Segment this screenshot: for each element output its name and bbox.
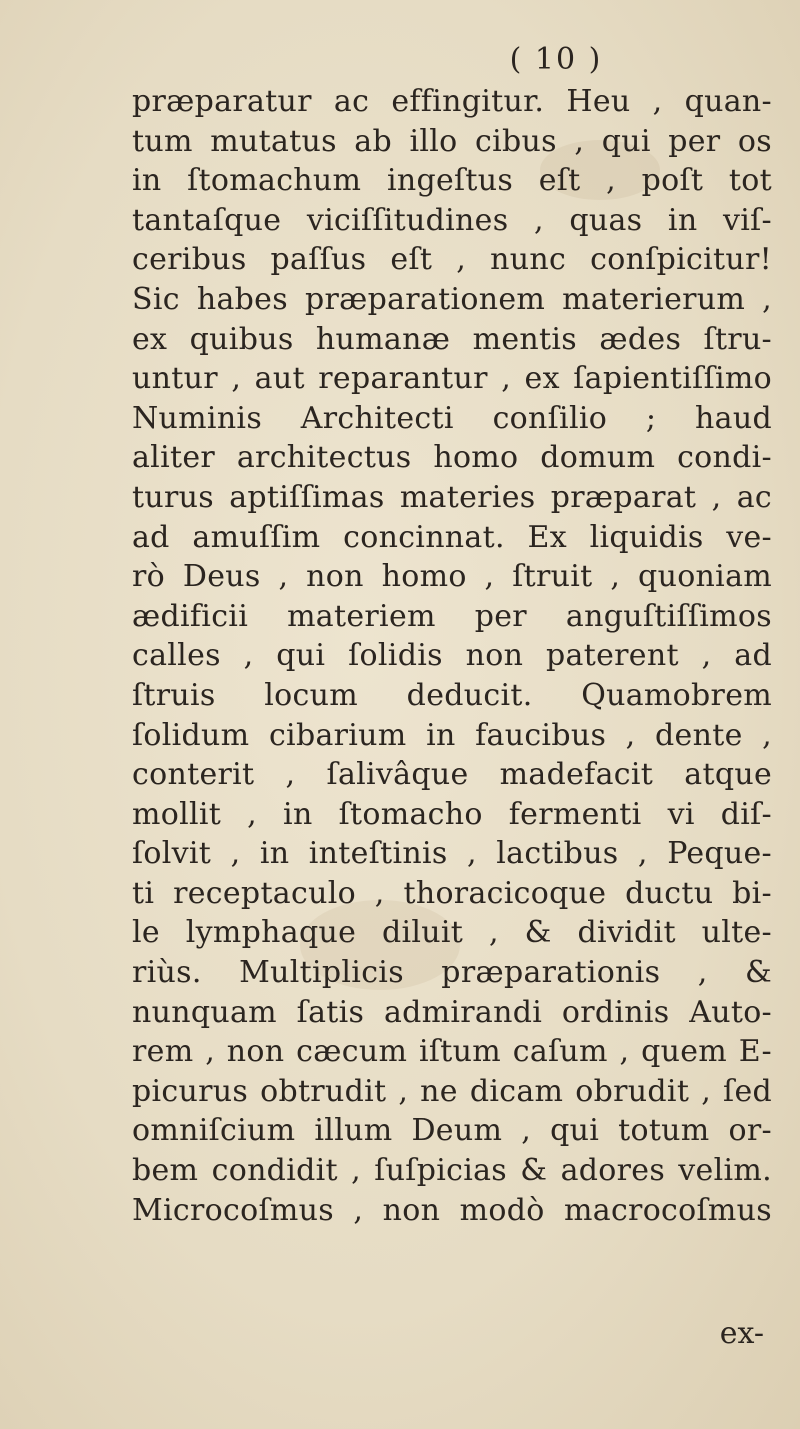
- text-line: aliter architectus homo domum condi-: [132, 440, 772, 476]
- text-line: Microcoſmus , non modò macrocoſmus: [132, 1192, 772, 1228]
- text-line: nunquam ſatis admirandi ordinis Auto-: [132, 994, 772, 1030]
- text-line: conterit , ſalivâque madefacit atque: [132, 757, 772, 793]
- text-line: rò Deus , non homo , ſtruit , quoniam: [132, 559, 772, 595]
- text-line: bem condidit , ſuſpicias & adores velim.: [132, 1153, 772, 1189]
- text-line: ſolvit , in inteſtinis , lactibus , Peque-: [132, 836, 772, 872]
- body-text: [132, 82, 772, 1230]
- text-line: ſolidum cibarium in faucibus , dente ,: [132, 717, 772, 753]
- text-line: turus aptiſſimas materies præparat , ac: [132, 479, 772, 515]
- text-line: ti receptaculo , thoracicoque ductu bi-: [132, 875, 772, 911]
- text-line: omniſcium illum Deum , qui totum or-: [132, 1113, 772, 1149]
- text-line: ſtruis locum deducit. Quamobrem: [132, 677, 772, 713]
- catchword: ex-: [719, 1316, 764, 1351]
- text-line: præparatur ac effingitur. Heu , quan-: [132, 84, 772, 119]
- text-line: riùs. Multiplicis præparationis , &: [132, 955, 772, 991]
- text-line: mollit , in ſtomacho fermenti vi diſ-: [132, 796, 772, 832]
- text-line: ex quibus humanæ mentis ædes ſtru-: [132, 321, 772, 357]
- text-line: rem , non cæcum iſtum caſum , quem E-: [132, 1034, 772, 1070]
- page-number: ( 10 ): [509, 42, 603, 77]
- text-line: ceribus paſſus eſt , nunc conſpicitur!: [132, 242, 772, 278]
- text-line: ad amuſſim concinnat. Ex liquidis ve-: [132, 519, 772, 555]
- text-line: in ſtomachum ingeſtus eſt , poſt tot: [132, 163, 772, 199]
- text-line: Numinis Architecti conſilio ; haud: [132, 400, 772, 436]
- text-line: ædificii materiem per anguſtiſſimos: [132, 598, 772, 634]
- text-line: untur , aut reparantur , ex ſapientiſſimo: [132, 361, 772, 397]
- text-line: le lymphaque diluit , & dividit ulte-: [132, 915, 772, 951]
- text-line: tantaſque viciſſitudines , quas in viſ-: [132, 202, 772, 238]
- text-line: Sic habes præparationem materierum ,: [132, 281, 772, 317]
- text-line: picurus obtrudit , ne dicam obrudit , ſed: [132, 1073, 772, 1109]
- text-line: tum mutatus ab illo cibus , qui per os: [132, 123, 772, 159]
- text-line: calles , qui ſolidis non paterent , ad: [132, 638, 772, 674]
